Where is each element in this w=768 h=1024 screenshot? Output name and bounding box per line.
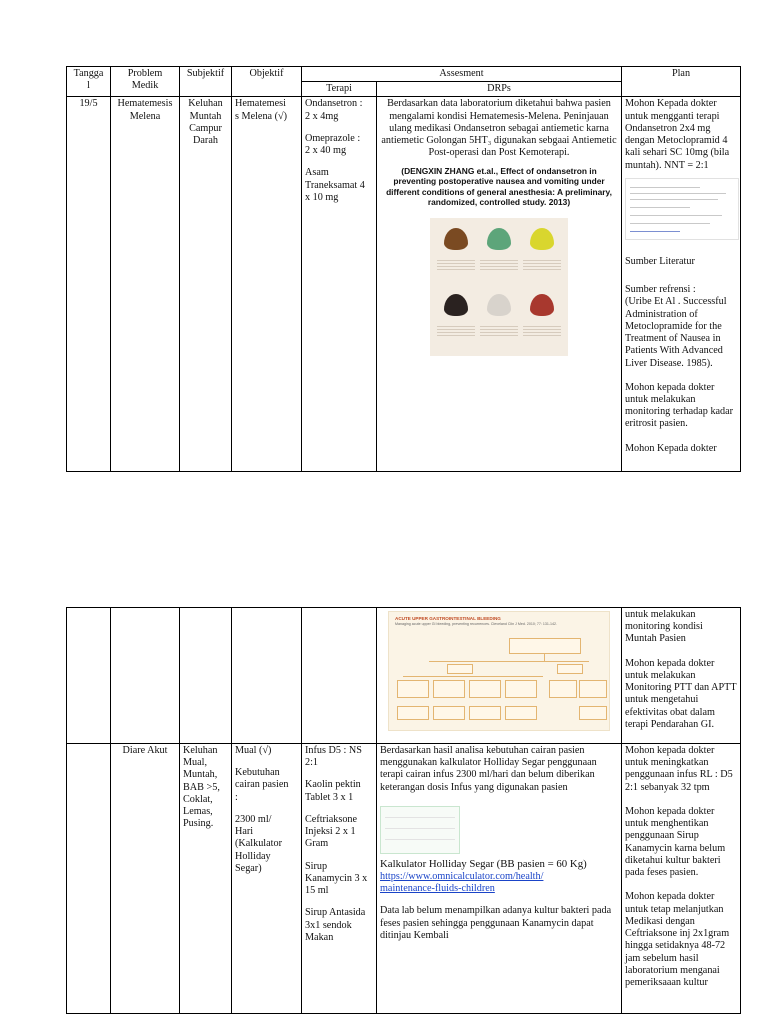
cell-plan — [622, 744, 741, 1014]
cell-problem-medik — [111, 608, 180, 744]
cell-problem-medik: Hematemesis Melena — [111, 97, 180, 472]
drps-text: Berdasarkan hasil analisa kebutuhan cairan pasien menggunakan kalkulator Holliday Segar penggunaan terapi cairan infus 2300 ml/hari dan belum diberikan keterangan dosis Infus yang digunakan pasien — [380, 745, 597, 793]
header-terapi: Terapi — [302, 82, 377, 97]
cell-drps — [377, 97, 622, 472]
holliday-segar-calculator-image — [380, 806, 460, 854]
terapi-item: Ondansetron : 2 x 4mg — [305, 98, 363, 122]
terapi-item: Sirup Antasida 3x1 sendok Makan — [305, 907, 366, 943]
objektif-item: 2300 ml/ Hari (Kalkulator Holliday Segar) — [235, 813, 282, 874]
plan-text: Mohon kepada dokter untuk menghentikan penggunaan Sirup Kanamycin karna belum diketahui kultur bakteri pada feses pasien. — [625, 805, 726, 879]
header-objektif: Objektif — [232, 67, 302, 97]
plan-text: Mohon Kepada dokter untuk mengganti terapi Ondansetron 2x4 mg dengan Metoclopramid 4 kali sehari SC 10mg (bila muntah). NNT = 2:1 — [625, 98, 730, 171]
drps-text: Data lab belum menampilkan adanya kultur bakteri pada feses pasien sehingga penggunaan Kanamycin dapat ditinjau Kembali — [380, 905, 612, 941]
cell-problem-medik: Diare Akut — [111, 744, 180, 1014]
calculator-link[interactable]: https://www.omnicalculator.com/health/ maintenance-fluids-children — [380, 870, 544, 895]
assessment-table-1 — [66, 66, 741, 472]
objektif-item: Mual (√) — [235, 745, 272, 756]
terapi-item: Omeprazole : 2 x 40 mg — [305, 132, 361, 157]
flowchart-title: ACUTE UPPER GASTROINTESTINAL BLEEDING — [395, 616, 501, 621]
plan-text: Mohon Kepada dokter — [625, 442, 717, 454]
cell-subjektif — [180, 608, 232, 744]
plan-text: untuk melakukan monitoring kondisi Muntah Pasien — [625, 609, 703, 645]
drps-text: Berdasarkan data laboratorium diketahui bahwa pasien mengalami kondisi Hematemesis-Melena. Peninjauan ulang medikasi Ondansetron sebagai antiemetic karna antiemetic Golongan 5HT₃ digunakan sebgaai Antiemetic Post-operasi dan Post Kemoterapi. — [381, 98, 617, 159]
terapi-item: Infus D5 : NS 2:1 — [305, 745, 362, 769]
cell-objektif — [232, 744, 302, 1014]
header-tanggal: Tangga l — [67, 67, 111, 97]
drps-reference: (DENGXIN ZHANG et.al., Effect of ondansetron in preventing postoperative nausea and vomiting under different conditions of general anesthesia: A preliminary, randomized, controlled study. 2013) — [386, 165, 612, 208]
plan-text: Mohon kepada dokter untuk melakukan Monitoring PTT dan APTT untuk mengetahui efektivitas obat dalam terapi Pendarahan GI. — [625, 657, 737, 730]
terapi-item: Sirup Kanamycin 3 x 15 ml — [305, 860, 368, 897]
plan-text: Mohon kepada dokter untuk meningkatkan penggunaan infus RL : D5 2:1 sebanyak 32 tpm — [625, 745, 733, 793]
calculator-caption: Kalkulator Holliday Segar (BB pasien = 60 Kg) — [380, 857, 587, 870]
objektif-item: Kebutuhan cairan pasien : — [235, 767, 289, 803]
plan-text: Mohon kepada dokter untuk melakukan monitoring terhadap kadar eritrosit pasien. — [625, 381, 734, 430]
header-assesment: Assesment — [302, 67, 622, 82]
cell-tanggal — [67, 608, 111, 744]
cell-terapi — [302, 97, 377, 472]
cell-objektif: Hematemesi s Melena (√) — [232, 97, 302, 472]
sumber-literatur: Sumber Literatur — [625, 255, 695, 267]
cell-drps — [377, 608, 622, 744]
header-plan: Plan — [622, 67, 741, 97]
cell-subjektif: Keluhan Mual, Muntah, BAB >5, Coklat, Lemas, Pusing. — [180, 744, 232, 1014]
terapi-item: Kaolin pektin Tablet 3 x 1 — [305, 779, 361, 803]
cell-objektif — [232, 608, 302, 744]
header-subjektif: Subjektif — [180, 67, 232, 97]
stool-color-chart-image — [430, 218, 568, 356]
cell-tanggal — [67, 744, 111, 1014]
terapi-item: Asam Traneksamat 4 x 10 mg — [305, 167, 365, 203]
sumber-referensi: Sumber refrensi : (Uribe Et Al . Successful Administration of Metoclopramide for the Treatment of Nausea in Patients With Advanced Liver Disease. 1985). — [625, 284, 727, 369]
literature-thumbnail — [625, 178, 739, 240]
header-drps: DRPs — [377, 82, 622, 97]
cell-plan — [622, 97, 741, 472]
assessment-table-2 — [66, 607, 741, 1014]
terapi-item: Ceftriaksone Injeksi 2 x 1 Gram — [305, 813, 358, 850]
plan-text: Mohon kepada dokter untuk tetap melanjutkan Medikasi dengan Ceftriaksone inj 2x1gram hingga setidaknya 48-72 jam sebelum hasil laboratorium menganai pemeriksaaan kultur — [625, 891, 730, 988]
cell-tanggal: 19/5 — [67, 97, 111, 472]
gi-bleeding-flowchart-image — [388, 611, 610, 731]
flowchart-subtitle: Managing acute upper GI bleeding, preventing recurrences. Cleveland Clin J Med. 2010; 77: 131-142. — [395, 622, 558, 626]
cell-terapi — [302, 608, 377, 744]
cell-plan — [622, 608, 741, 744]
cell-terapi — [302, 744, 377, 1014]
cell-drps — [377, 744, 622, 1014]
header-problem-medik: Problem Medik — [111, 67, 180, 97]
cell-subjektif: Keluhan Muntah Campur Darah — [180, 97, 232, 472]
